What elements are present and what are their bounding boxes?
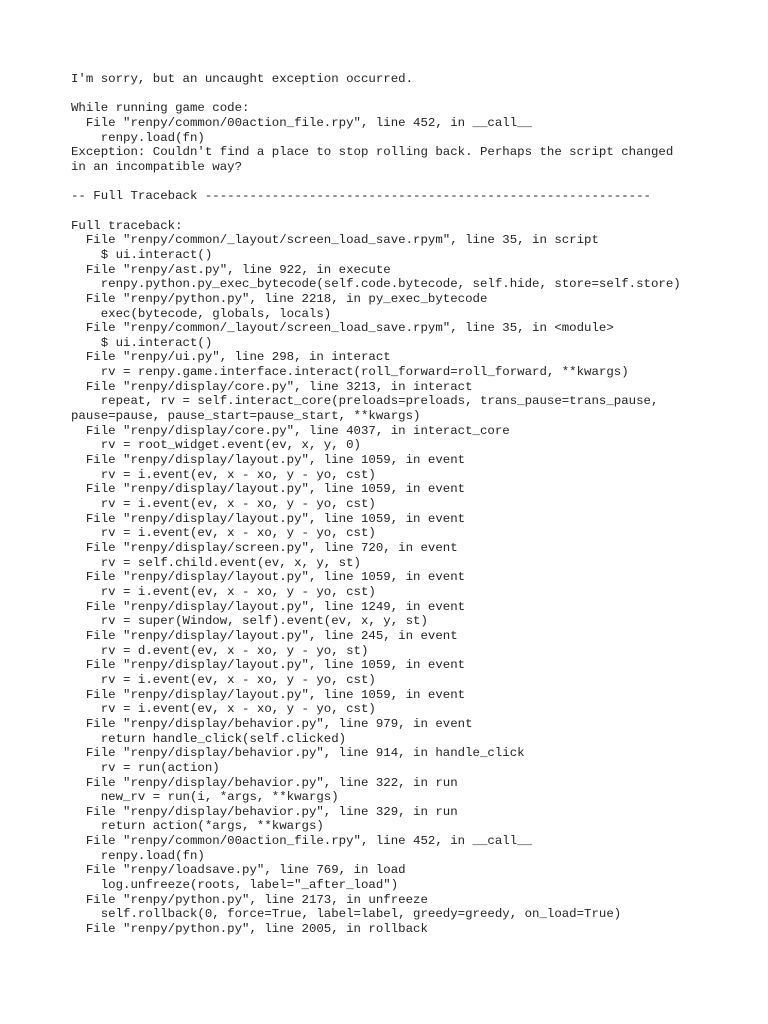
- traceback-file-line: File "renpy/display/layout.py", line 1059, in event: [71, 658, 466, 673]
- traceback-code-line: rv = i.event(ev, x - xo, y - yo, cst): [71, 672, 376, 687]
- traceback-code-line: $ ui.interact(): [71, 247, 213, 262]
- traceback-code-line: new_rv = run(i, *args, **kwargs): [71, 790, 339, 805]
- traceback-code-line: log.unfreeze(roots, label="_after_load"): [71, 878, 399, 893]
- traceback-code-line: renpy.load(fn): [71, 848, 205, 863]
- traceback-file-line: File "renpy/python.py", line 2173, in unfreeze: [71, 892, 428, 907]
- traceback-code-line: renpy.python.py_exec_bytecode(self.code.bytecode, self.hide, store=self.store): [71, 277, 681, 292]
- traceback-code-line: rv = renpy.game.interface.interact(roll_forward=roll_forward, **kwargs): [71, 365, 629, 380]
- traceback-code-line: rv = root_widget.event(ev, x, y, 0): [71, 438, 361, 453]
- traceback-file-line: File "renpy/display/layout.py", line 1059, in event: [71, 453, 466, 468]
- traceback-code-line: rv = i.event(ev, x - xo, y - yo, cst): [71, 467, 376, 482]
- traceback-code-line: self.rollback(0, force=True, label=label, greedy=greedy, on_load=True): [71, 907, 622, 922]
- traceback-code-line: rv = i.event(ev, x - xo, y - yo, cst): [71, 526, 376, 541]
- traceback-file-line: File "renpy/display/behavior.py", line 322, in run: [71, 775, 458, 790]
- traceback-file-line: File "renpy/display/layout.py", line 1059, in event: [71, 687, 466, 702]
- traceback-code-line: return action(*args, **kwargs): [71, 819, 324, 834]
- traceback-file-line: File "renpy/ui.py", line 298, in interact: [71, 350, 391, 365]
- traceback-file-line: File "renpy/common/00action_file.rpy", line 452, in __call__: [71, 834, 533, 849]
- traceback-file-line: File "renpy/display/behavior.py", line 979, in event: [71, 716, 473, 731]
- blank-line: [71, 87, 751, 102]
- traceback-file-line: File "renpy/display/layout.py", line 1059, in event: [71, 511, 466, 526]
- traceback-code-line: rv = super(Window, self).event(ev, x, y, st): [71, 614, 428, 629]
- full-traceback-divider: -- Full Traceback ------------------------------------------------------------: [71, 189, 651, 204]
- traceback-code-line: rv = run(action): [71, 760, 220, 775]
- traceback-code-line: repeat, rv = self.interact_core(preloads=preloads, trans_pause=trans_pause,: [71, 394, 659, 409]
- traceback-file-line: File "renpy/display/core.py", line 4037, in interact_core: [71, 423, 510, 438]
- blank-line: [71, 175, 751, 190]
- traceback-file-line: File "renpy/display/layout.py", line 1249, in event: [71, 599, 466, 614]
- traceback-code-line: return handle_click(self.clicked): [71, 731, 347, 746]
- traceback-code-line: rv = i.event(ev, x - xo, y - yo, cst): [71, 584, 376, 599]
- traceback-file-line: File "renpy/display/layout.py", line 1059, in event: [71, 482, 466, 497]
- traceback-file-line: File "renpy/display/screen.py", line 720, in event: [71, 541, 458, 555]
- traceback-file-line: File "renpy/display/layout.py", line 1059, in event: [71, 570, 466, 585]
- error-intro: I'm sorry, but an uncaught exception occurred.: [71, 72, 414, 86]
- traceback-code-line: exec(bytecode, globals, locals): [71, 306, 332, 321]
- traceback-code-line: pause=pause, pause_start=pause_start, **kwargs): [71, 409, 421, 424]
- traceback-file-line: File "renpy/common/00action_file.rpy", line 452, in __call__: [71, 115, 533, 130]
- traceback-file-line: File "renpy/display/behavior.py", line 329, in run: [71, 804, 458, 819]
- traceback-file-line: File "renpy/display/behavior.py", line 914, in handle_click: [71, 746, 525, 761]
- section-heading: While running game code:: [71, 101, 250, 116]
- traceback-code-line: renpy.load(fn): [71, 130, 205, 145]
- traceback-code-line: rv = i.event(ev, x - xo, y - yo, cst): [71, 497, 376, 512]
- traceback-file-line: File "renpy/display/layout.py", line 245, in event: [71, 628, 458, 643]
- traceback-file-line: File "renpy/ast.py", line 922, in execute: [71, 262, 391, 277]
- traceback-file-line: File "renpy/python.py", line 2005, in rollback: [71, 922, 428, 937]
- traceback-file-line: File "renpy/loadsave.py", line 769, in load: [71, 863, 406, 878]
- exception-message: Exception: Couldn't find a place to stop rolling back. Perhaps the script changed: [71, 145, 674, 160]
- traceback-file-line: File "renpy/python.py", line 2218, in py_exec_bytecode: [71, 291, 488, 306]
- traceback-file-line: File "renpy/display/core.py", line 3213, in interact: [71, 379, 473, 394]
- section-heading: Full traceback:: [71, 218, 183, 233]
- traceback-code-line: rv = i.event(ev, x - xo, y - yo, cst): [71, 702, 376, 717]
- traceback-code-line: rv = d.event(ev, x - xo, y - yo, st): [71, 643, 369, 658]
- traceback-document: [71, 72, 751, 937]
- traceback-file-line: File "renpy/common/_layout/screen_load_save.rpym", line 35, in <module>: [71, 321, 614, 336]
- blank-line: [71, 204, 751, 219]
- exception-message-continued: in an incompatible way?: [71, 159, 243, 174]
- traceback-code-line: rv = self.child.event(ev, x, y, st): [71, 555, 361, 570]
- traceback-code-line: $ ui.interact(): [71, 335, 213, 350]
- traceback-file-line: File "renpy/common/_layout/screen_load_save.rpym", line 35, in script: [71, 233, 599, 248]
